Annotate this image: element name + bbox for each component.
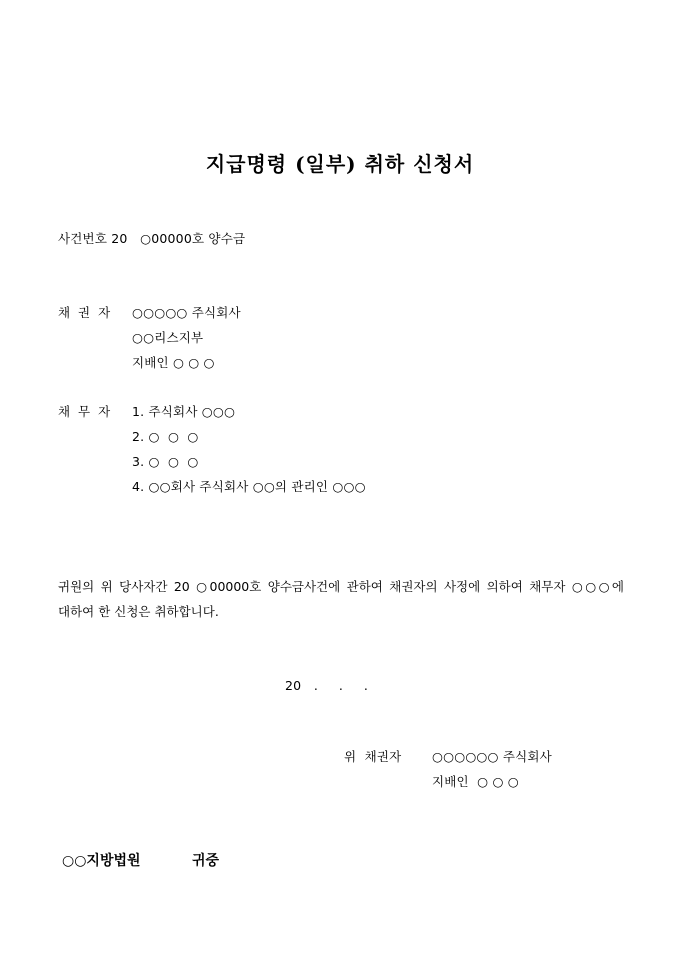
- debtor-line: 1. 주식회사 ○○○: [132, 404, 236, 419]
- creditor-line: ○○리스지부: [132, 330, 204, 345]
- case-number: 사건번호 20 ○00000호 양수금: [58, 231, 246, 246]
- signature-manager: 지배인 ○ ○ ○: [432, 774, 519, 789]
- date-line: 20 . . .: [285, 678, 369, 693]
- debtor-line: 3. ○ ○ ○: [132, 454, 199, 469]
- court-suffix: 귀중: [192, 853, 220, 869]
- debtor-label: 채 무 자: [58, 404, 113, 419]
- debtor-line: 2. ○ ○ ○: [132, 429, 199, 444]
- court-name: ○○지방법원: [62, 853, 141, 869]
- creditor-label: 채 권 자: [58, 305, 113, 320]
- creditor-line: ○○○○○ 주식회사: [132, 305, 241, 320]
- signature-company: ○○○○○○ 주식회사: [432, 749, 552, 764]
- withdrawal-statement: 귀원의 위 당사자간 20 ○00000호 양수금사건에 관하여 채권자의 사정에 의하여 채무자 ○○○에 대하여 한 신청은 취하합니다.: [58, 579, 624, 619]
- debtor-line: 4. ○○회사 주식회사 ○○의 관리인 ○○○: [132, 479, 366, 494]
- document-title: 지급명령 (일부) 취하 신청서: [205, 152, 475, 176]
- creditor-line: 지배인 ○ ○ ○: [132, 355, 215, 370]
- signature-prefix: 위 채권자: [344, 749, 402, 764]
